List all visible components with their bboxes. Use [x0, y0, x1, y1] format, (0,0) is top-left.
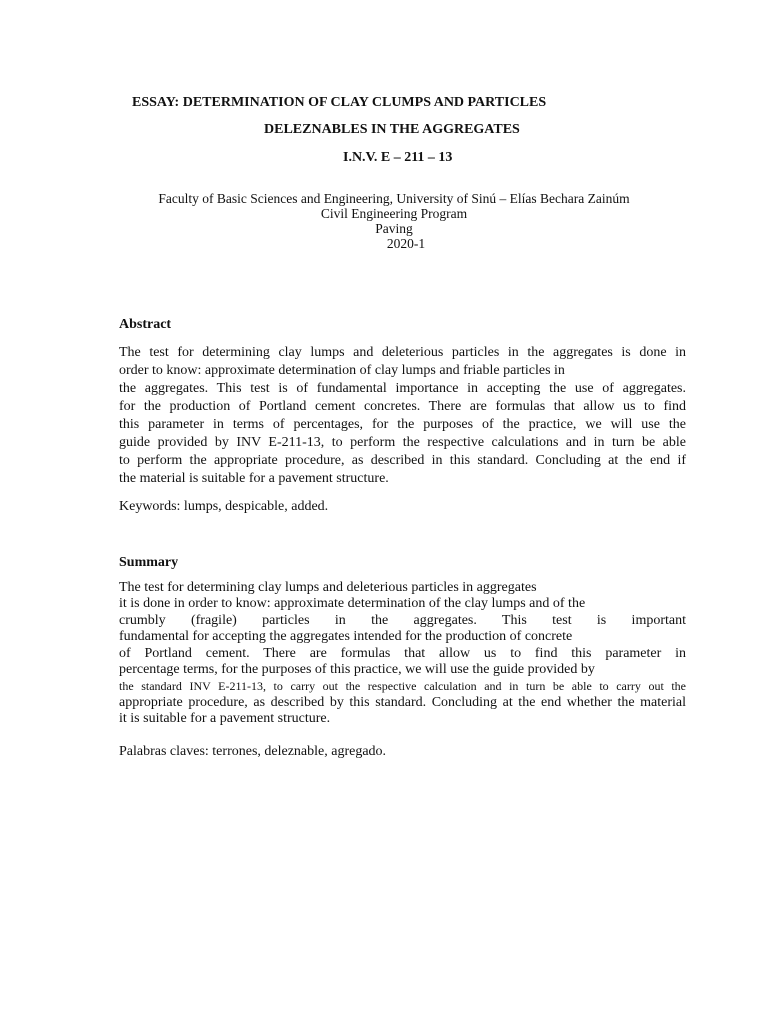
- essay-title-line-2: DELEZNABLES IN THE AGGREGATES: [264, 122, 520, 137]
- summary-line: fundamental for accepting the aggregates intended for the production of concrete: [119, 629, 573, 645]
- abstract-line: the material is suitable for a pavement structure.: [119, 471, 389, 486]
- summary-line: it is done in order to know: approximate determination of the clay lumps and of the: [119, 596, 586, 612]
- abstract-paragraph: [119, 344, 686, 488]
- summary-line: percentage terms, for the purposes of this practice, we will use the guide provided by: [119, 662, 595, 678]
- summary-line: of Portland cement. There are formulas that allow us to find this parameter in: [119, 645, 686, 661]
- abstract-line: order to know: approximate determination of clay lumps and friable particles in: [119, 363, 565, 378]
- summary-line: it is suitable for a pavement structure.: [119, 711, 331, 727]
- abstract-line: this parameter in terms of percentages, for the purposes of the practice, we will use the: [119, 417, 686, 432]
- course-line: Paving: [375, 221, 413, 236]
- abstract-line: for the production of Portland cement concretes. There are formulas that allow us to find: [119, 399, 686, 414]
- summary-line: appropriate procedure, as described by this standard. Concluding at the end whether the material: [119, 694, 686, 710]
- program-line: Civil Engineering Program: [320, 206, 468, 221]
- essay-standard-code: I.N.V. E – 211 – 13: [343, 150, 453, 165]
- summary-line: crumbly (fragile) particles in the aggregates. This test is important: [119, 612, 686, 628]
- summary-line: the standard INV E-211-13, to carry out the respective calculation and in turn be able to carry out the: [119, 679, 686, 694]
- abstract-line: to perform the appropriate procedure, as described in this standard. Concluding at the end if: [119, 453, 686, 468]
- abstract-line: guide provided by INV E-211-13, to perform the respective calculations and in turn be able: [119, 435, 686, 450]
- abstract-line: The test for determining clay lumps and deleterious particles in the aggregates is done in: [119, 345, 686, 360]
- faculty-line: Faculty of Basic Sciences and Engineering, University of Sinú – Elías Bechara Zainúm: [158, 191, 630, 206]
- summary-line: The test for determining clay lumps and deleterious particles in aggregates: [119, 580, 537, 595]
- essay-title-line-1: ESSAY: DETERMINATION OF CLAY CLUMPS AND PARTICLES: [132, 95, 547, 110]
- abstract-line: the aggregates. This test is of fundamental importance in accepting the use of aggregates.: [119, 381, 686, 396]
- summary-keywords: Palabras claves: terrones, deleznable, agregado.: [119, 744, 387, 759]
- abstract-keywords: Keywords: lumps, despicable, added.: [119, 499, 329, 514]
- summary-paragraph: [119, 580, 686, 728]
- affiliation-block: [100, 191, 688, 251]
- abstract-heading: Abstract: [119, 317, 172, 332]
- period-line: 2020-1: [386, 236, 426, 251]
- summary-heading: Summary: [119, 555, 179, 570]
